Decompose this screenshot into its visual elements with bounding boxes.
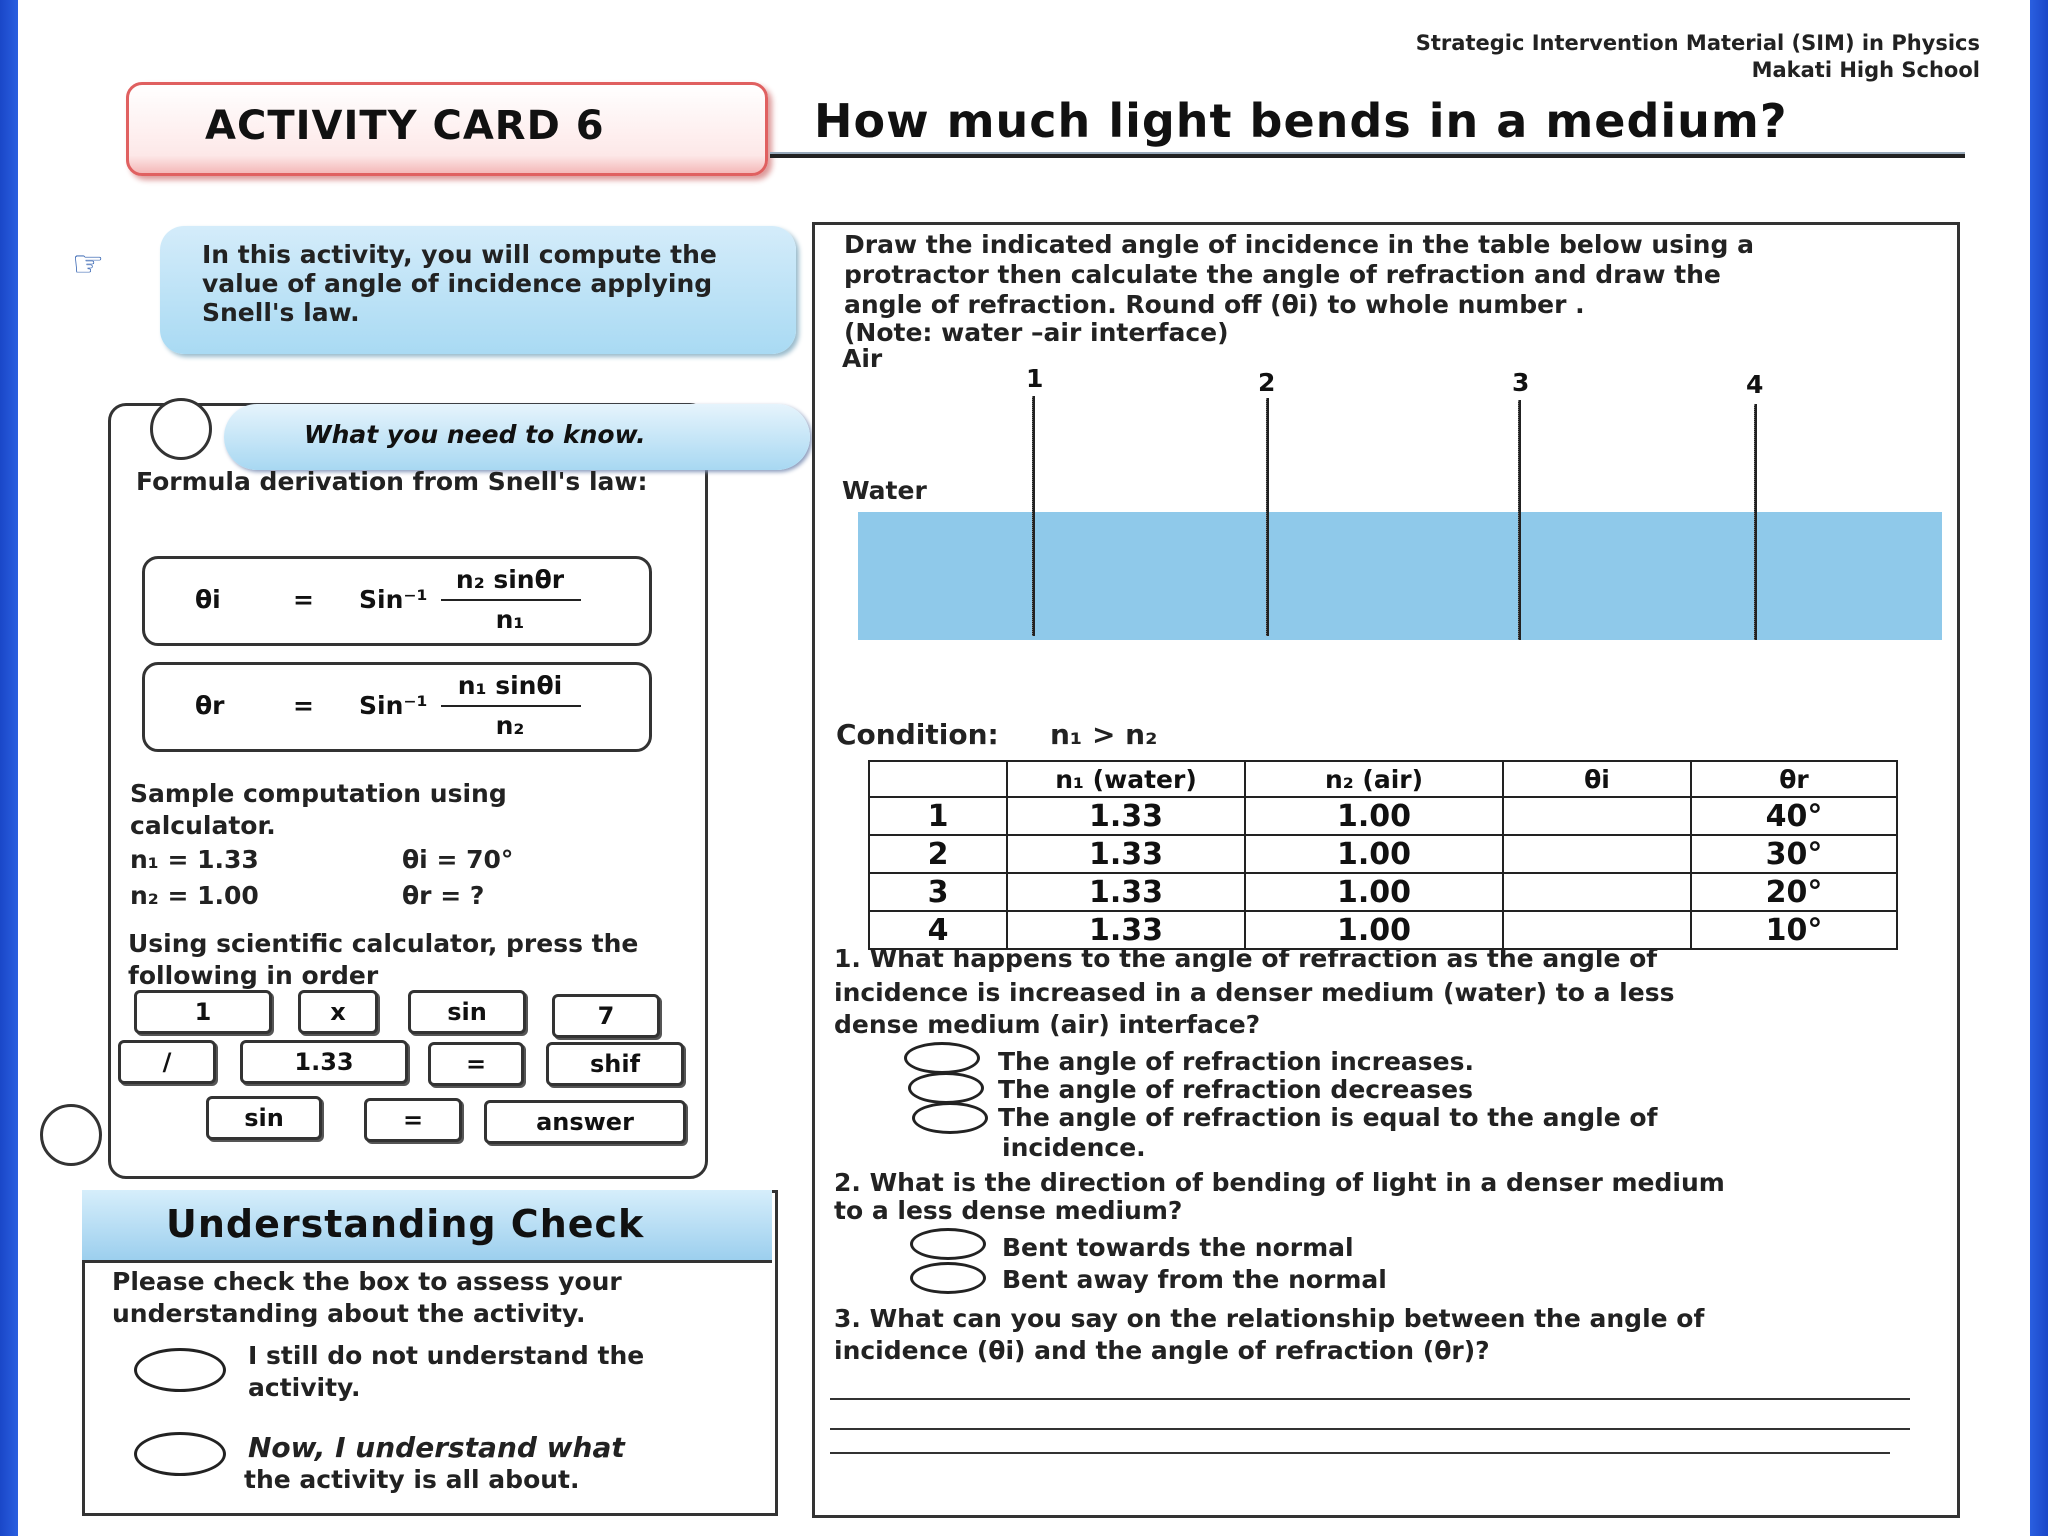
scroll-curl-top	[150, 398, 212, 460]
header-line2: Makati High School	[1751, 58, 1980, 82]
formula2-func: Sin⁻¹	[359, 691, 428, 720]
formula2-denominator: n₂	[495, 711, 525, 740]
cell-index: 1	[869, 797, 1007, 835]
formula1-denominator: n₁	[495, 605, 525, 634]
formula1-func: Sin⁻¹	[359, 585, 428, 614]
cell-index: 2	[869, 835, 1007, 873]
checkbox-not-understand[interactable]	[134, 1348, 226, 1392]
formula1-lhs: θi	[195, 585, 221, 614]
q1-option1-radio[interactable]	[904, 1042, 980, 1074]
pointing-hand-icon: ☞	[72, 244, 105, 285]
cell-theta-i[interactable]	[1503, 797, 1691, 835]
answer-line-1[interactable]	[830, 1398, 1910, 1400]
normal-label-1: 1	[1026, 364, 1044, 393]
cell-theta-i[interactable]	[1503, 835, 1691, 873]
cell-theta-r: 20°	[1691, 873, 1897, 911]
water-region	[858, 512, 1942, 640]
option-not-understand: I still do not understand the activity.	[248, 1341, 645, 1402]
cell-theta-r: 10°	[1691, 911, 1897, 949]
page-title: How much light bends in a medium?	[814, 94, 1788, 148]
q1-line2-c: (water) to a less	[1434, 978, 1675, 1007]
activity-card-text: ACTIVITY CARD 6	[205, 103, 605, 149]
cell-n2: 1.00	[1245, 835, 1503, 873]
cell-index: 3	[869, 873, 1007, 911]
document-header	[1416, 30, 1980, 84]
q1-option2-radio[interactable]	[908, 1072, 984, 1104]
understanding-prompt: Please check the box to assess your understanding about the activity.	[112, 1267, 622, 1328]
q1-option1: The angle of refraction increases.	[998, 1047, 1474, 1076]
cell-n1: 1.33	[1007, 911, 1245, 949]
q1-option3: The angle of refraction is equal to the angle of	[998, 1103, 1658, 1132]
condition-value: n₁ > n₂	[1050, 718, 1158, 751]
intro-box	[160, 226, 796, 354]
table-row	[869, 873, 1897, 911]
scroll-curl-bottom	[40, 1104, 102, 1166]
cell-n2: 1.00	[1245, 873, 1503, 911]
header-n1: n₁ (water)	[1007, 761, 1245, 797]
cell-index: 4	[869, 911, 1007, 949]
table-header-row	[869, 761, 1897, 797]
formula2-numerator: n₁ sinθi	[457, 671, 563, 700]
fraction-bar	[441, 599, 581, 601]
q1-line3-bold: dense medium	[834, 1010, 1041, 1039]
cell-theta-r: 30°	[1691, 835, 1897, 873]
instructions-line1: Draw the indicated angle of incidence in the table below using a	[844, 230, 1754, 259]
instructions-line3: angle of refraction. Round off (θi) to whole number .	[844, 290, 1585, 319]
key-answer: answer	[484, 1100, 686, 1144]
cell-theta-i[interactable]	[1503, 873, 1691, 911]
q3-line1: 3. What can you say on the relationship between the angle of	[834, 1304, 1705, 1333]
q2-option1	[1002, 1234, 1354, 1262]
fraction-bar	[441, 705, 581, 707]
sample-n2: n₂ = 1.00	[130, 881, 259, 910]
sample-theta-i: θi = 70°	[402, 845, 514, 874]
q2-option2-radio[interactable]	[910, 1262, 986, 1294]
option-understand-line1: Now, I understand what	[248, 1431, 625, 1464]
q2-option1-a: Bent	[1002, 1233, 1077, 1262]
key-divide: /	[118, 1040, 216, 1084]
press-intro: Using scientific calculator, press the following in order	[128, 929, 639, 990]
normal-label-2: 2	[1258, 368, 1276, 397]
header-line1: Strategic Intervention Material (SIM) in Physics	[1415, 31, 1980, 55]
normal-label-3: 3	[1512, 368, 1530, 397]
header-index	[869, 761, 1007, 797]
answer-line-3[interactable]	[830, 1452, 1890, 1454]
q1-line2-bold: denser medium	[1215, 978, 1435, 1007]
table-row	[869, 835, 1897, 873]
need-to-know-heading: What you need to know.	[304, 420, 646, 449]
q2-option1-c: the normal	[1190, 1233, 1354, 1262]
key-sin-2: sin	[206, 1096, 322, 1140]
cell-n1: 1.33	[1007, 873, 1245, 911]
activity-card-label	[126, 82, 768, 176]
sample-n1: n₁ = 1.33	[130, 845, 259, 874]
cell-n1: 1.33	[1007, 835, 1245, 873]
key-equals: =	[428, 1042, 524, 1086]
formula-intro: Formula derivation from Snell's law:	[136, 467, 648, 496]
key-equals-2: =	[364, 1098, 462, 1142]
formula-theta-i	[142, 556, 652, 646]
formula-theta-r	[142, 662, 652, 752]
instructions-line2: protractor then calculate the angle of refraction and draw the	[844, 260, 1721, 289]
formula1-eq: =	[293, 585, 314, 614]
header-n2: n₂ (air)	[1245, 761, 1503, 797]
q1-line3-b: (air) interface?	[1040, 1010, 1261, 1039]
q2-option2: Bent away from the normal	[1002, 1265, 1387, 1294]
normal-line-2	[1266, 398, 1269, 636]
formula2-lhs: θr	[195, 691, 225, 720]
q1-option3-radio[interactable]	[912, 1102, 988, 1134]
option-understand-line2: the activity is all about.	[244, 1465, 580, 1494]
answer-line-2[interactable]	[830, 1428, 1910, 1430]
formula2-eq: =	[293, 691, 314, 720]
normal-line-3	[1518, 400, 1521, 640]
header-theta-r: θr	[1691, 761, 1897, 797]
cell-n2: 1.00	[1245, 911, 1503, 949]
header-theta-i: θi	[1503, 761, 1691, 797]
q1-option3-cont: incidence.	[1002, 1133, 1146, 1162]
checkbox-understand[interactable]	[134, 1432, 226, 1476]
cell-theta-r: 40°	[1691, 797, 1897, 835]
q2-option1-radio[interactable]	[910, 1228, 986, 1260]
intro-text: In this activity, you will compute the value of angle of incidence applying Snell's law.	[202, 240, 717, 327]
key-1-33: 1.33	[240, 1040, 408, 1084]
q2-line1: 2. What is the direction of bending of light in a denser medium	[834, 1168, 1725, 1197]
air-label: Air	[842, 344, 883, 373]
cell-n1: 1.33	[1007, 797, 1245, 835]
table-row	[869, 797, 1897, 835]
key-multiply: x	[298, 990, 378, 1034]
normal-line-4	[1754, 404, 1757, 640]
title-underline	[770, 152, 1965, 158]
q1-line2	[834, 978, 1674, 1008]
need-to-know-banner	[224, 404, 810, 470]
key-1: 1	[134, 990, 272, 1034]
sample-intro: Sample computation using calculator.	[130, 779, 507, 840]
normal-label-4: 4	[1746, 370, 1764, 399]
q2-line2: to a less dense medium?	[834, 1196, 1183, 1225]
key-sin: sin	[408, 990, 526, 1034]
key-shift: shif	[546, 1042, 684, 1086]
q1-line1: 1. What happens to the angle of refraction as the angle of	[834, 944, 1658, 973]
condition-label: Condition:	[836, 718, 999, 751]
formula1-numerator: n₂ sinθr	[455, 565, 565, 594]
cell-n2: 1.00	[1245, 797, 1503, 835]
q2-option1-bold: towards	[1076, 1233, 1191, 1262]
understanding-check-heading: Understanding Check	[166, 1202, 645, 1246]
normal-line-1	[1032, 396, 1035, 636]
q3-line2: incidence (θi) and the angle of refraction (θr)?	[834, 1336, 1490, 1365]
understanding-check-header	[82, 1190, 772, 1263]
data-table	[868, 760, 1898, 950]
q1-line3	[834, 1010, 1260, 1040]
sample-theta-r: θr = ?	[402, 881, 485, 910]
q1-line2-a: incidence is increased in a	[834, 978, 1216, 1007]
q1-option2: The angle of refraction decreases	[998, 1075, 1473, 1104]
instructions-note: (Note: water –air interface)	[844, 318, 1229, 347]
key-7: 7	[552, 994, 660, 1038]
water-label: Water	[842, 476, 927, 505]
